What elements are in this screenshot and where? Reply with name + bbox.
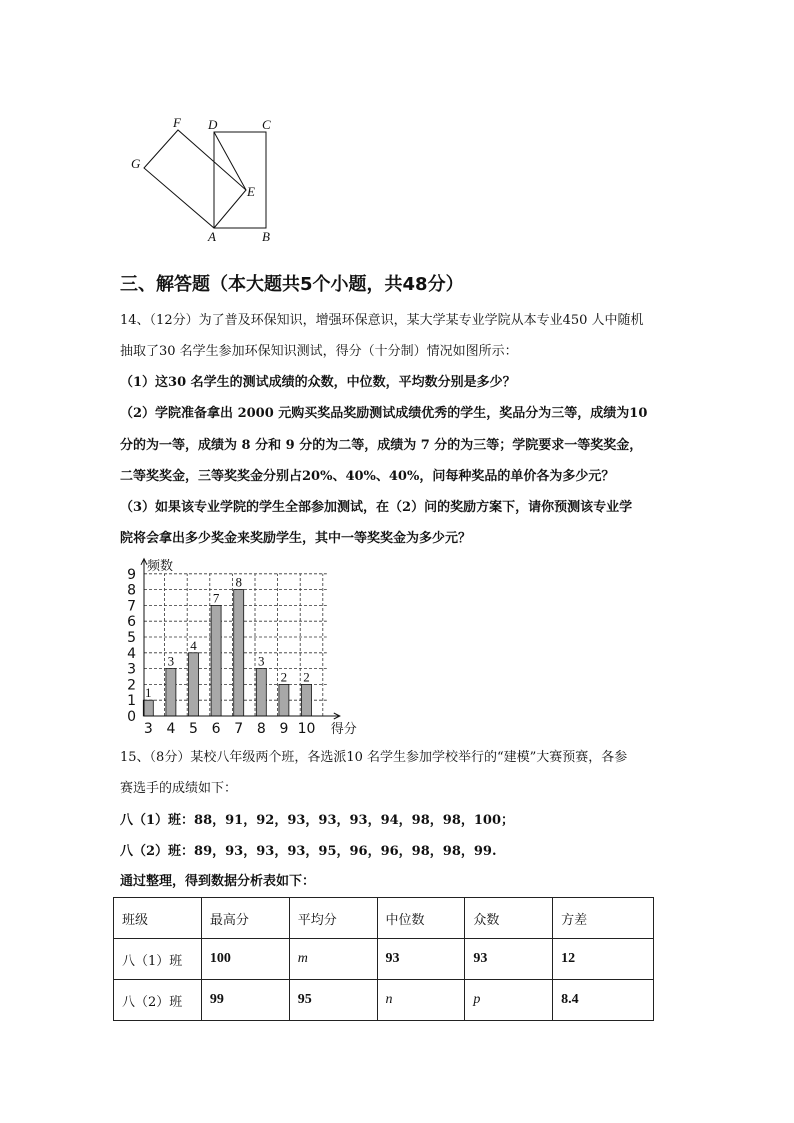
q14-part2-line2: 分的为一等，成绩为 8 分和 9 分的为二等，成绩为 7 分的为三等；学院要求一等奖奖金， bbox=[120, 438, 643, 453]
y-axis-title: 频数 bbox=[147, 558, 174, 574]
bar bbox=[256, 669, 266, 716]
q15-class2-scores: 八（2）班：89，93，93，93，95，96，96，98，98，99. bbox=[120, 844, 497, 859]
table-row bbox=[114, 980, 654, 1021]
bar-value-label: 2 bbox=[303, 669, 310, 685]
cell-mean: m bbox=[289, 939, 377, 980]
cell-mode: 93 bbox=[465, 939, 553, 980]
q14-part2-line1: （2）学院准备拿出 2000 元购买奖品奖励测试成绩优秀的学生，奖品分为三等，成绩为10 bbox=[120, 406, 648, 421]
label-d: D bbox=[208, 117, 218, 132]
bar-value-label: 3 bbox=[167, 653, 175, 669]
header-variance: 方差 bbox=[553, 898, 654, 939]
x-tick-label: 4 bbox=[166, 721, 176, 737]
x-tick-label: 5 bbox=[189, 721, 198, 737]
label-g: G bbox=[131, 156, 141, 171]
header-mean: 平均分 bbox=[289, 898, 377, 939]
q14-part3-line1: （3）如果该专业学院的学生全部参加测试，在（2）问的奖励方案下，请你预测该专业学 bbox=[120, 500, 633, 515]
table-header-row bbox=[114, 898, 654, 939]
q15-line1: 15、（8分）某校八年级两个班，各选派10 名学生参加学校举行的“建模”大赛预赛，各参 bbox=[120, 750, 628, 765]
y-tick-label: 2 bbox=[127, 677, 136, 694]
square-aefg bbox=[144, 130, 246, 228]
section-title: 三、解答题（本大题共5个小题，共48分） bbox=[120, 274, 464, 295]
y-tick-label: 6 bbox=[127, 614, 136, 631]
bar bbox=[189, 653, 199, 716]
x-tick-label: 8 bbox=[256, 721, 266, 737]
bar-value-label: 1 bbox=[145, 685, 152, 701]
q15-line2: 赛选手的成绩如下： bbox=[120, 781, 238, 796]
q14-line1: 14、（12分）为了普及环保知识，增强环保意识，某大学某专业学院从本专业450 人中随机 bbox=[120, 313, 644, 328]
q14-part1: （1）这30 名学生的测试成绩的众数，中位数，平均数分别是多少？ bbox=[120, 375, 516, 390]
header-class: 班级 bbox=[114, 898, 202, 939]
q14-part3-line2: 院将会拿出多少奖金来奖励学生，其中一等奖奖金为多少元？ bbox=[120, 531, 472, 546]
bar bbox=[279, 684, 289, 716]
bar-value-label: 8 bbox=[235, 574, 242, 590]
cell-max-score: 100 bbox=[201, 939, 289, 980]
y-tick-label: 3 bbox=[127, 661, 136, 678]
cell-variance: 12 bbox=[553, 939, 654, 980]
cell-median: n bbox=[377, 980, 465, 1021]
segment-de bbox=[214, 132, 246, 190]
bar bbox=[234, 590, 244, 716]
label-e: E bbox=[247, 184, 255, 199]
geometry-figure bbox=[120, 110, 290, 250]
y-tick-label: 4 bbox=[127, 645, 136, 662]
header-max-score: 最高分 bbox=[201, 898, 289, 939]
frequency-bar-chart bbox=[110, 556, 360, 740]
y-tick-label: 7 bbox=[127, 598, 136, 615]
bar-value-label: 2 bbox=[280, 669, 288, 685]
cell-mean: 95 bbox=[289, 980, 377, 1021]
bar bbox=[302, 684, 312, 716]
label-f: F bbox=[173, 115, 181, 130]
cell-class: 八（1）班 bbox=[114, 939, 202, 980]
x-tick-label: 3 bbox=[143, 721, 153, 737]
bar bbox=[211, 605, 221, 716]
x-tick-label: 10 bbox=[297, 721, 316, 737]
q15-table-intro: 通过整理，得到数据分析表如下： bbox=[120, 874, 316, 889]
cell-mode: p bbox=[465, 980, 553, 1021]
x-axis-title: 得分 bbox=[330, 722, 357, 737]
y-tick-label: 5 bbox=[127, 630, 136, 646]
bar-value-label: 3 bbox=[258, 653, 265, 669]
bar-value-label: 4 bbox=[190, 637, 197, 653]
x-tick-label: 9 bbox=[279, 721, 289, 737]
bar bbox=[166, 669, 176, 716]
label-c: C bbox=[262, 117, 271, 132]
y-tick-label: 8 bbox=[127, 582, 136, 599]
header-mode: 众数 bbox=[465, 898, 553, 939]
cell-median: 93 bbox=[377, 939, 465, 980]
label-a: A bbox=[208, 229, 216, 244]
y-tick-label: 0 bbox=[127, 709, 136, 725]
data-analysis-table bbox=[113, 897, 654, 1021]
y-tick-label: 1 bbox=[127, 693, 136, 710]
q15-class1-scores: 八（1）班：88，91，92，93，93，93，94，98，98，100； bbox=[120, 813, 514, 828]
table-row bbox=[114, 939, 654, 980]
header-median: 中位数 bbox=[377, 898, 465, 939]
cell-max-score: 99 bbox=[201, 980, 289, 1021]
cell-class: 八（2）班 bbox=[114, 980, 202, 1021]
label-b: B bbox=[262, 229, 270, 244]
y-tick-label: 9 bbox=[127, 566, 136, 583]
bar bbox=[143, 700, 153, 716]
cell-variance: 8.4 bbox=[553, 980, 654, 1021]
q14-part2-line3: 二等奖奖金，三等奖奖金分别占20%、40%、40%，问每种奖品的单价各为多少元？ bbox=[120, 469, 615, 484]
bar-value-label: 7 bbox=[212, 590, 220, 606]
x-tick-label: 6 bbox=[211, 721, 221, 737]
q14-line2: 抽取了30 名学生参加环保知识测试，得分（十分制）情况如图所示： bbox=[120, 344, 518, 359]
x-tick-label: 7 bbox=[234, 721, 244, 737]
